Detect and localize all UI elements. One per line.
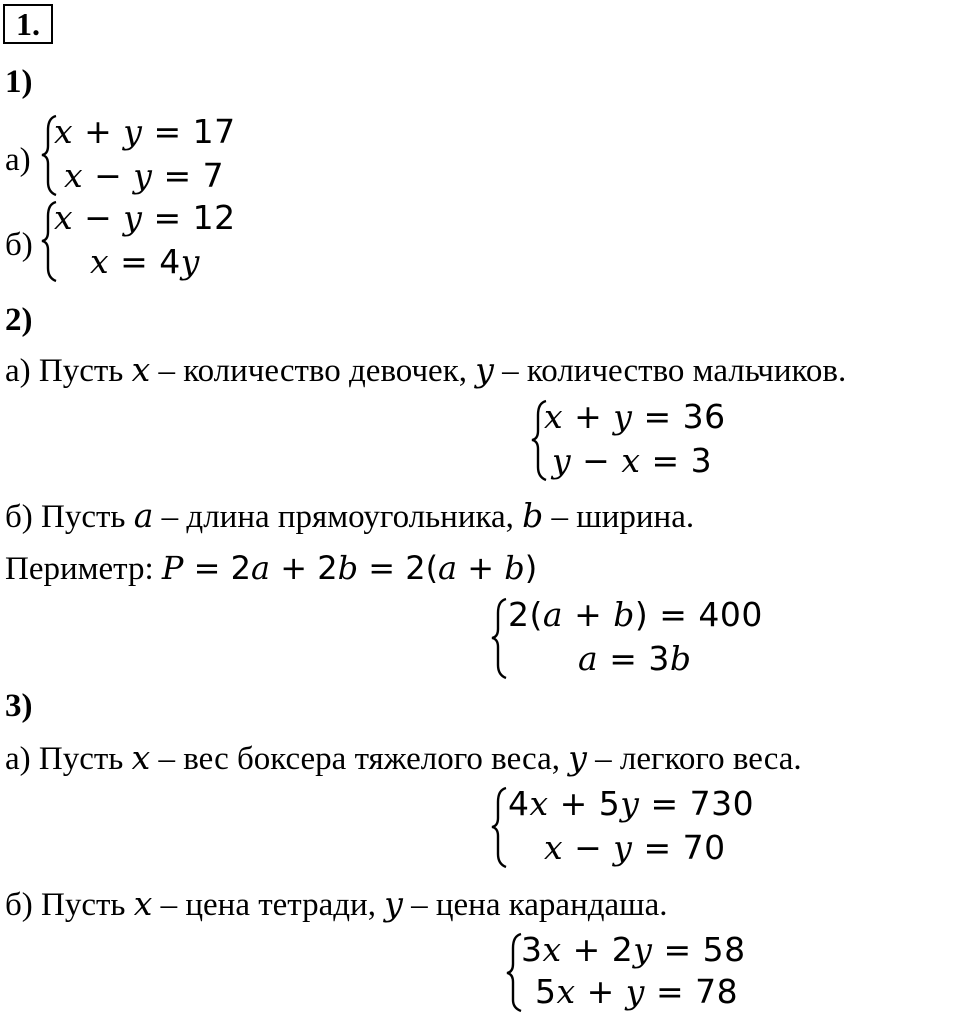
- system-3b: [505, 928, 765, 1016]
- equation-1: x − y = 12: [54, 198, 236, 237]
- brace-icon: [490, 782, 510, 872]
- equation-1: 4x + 5y = 730: [508, 784, 755, 823]
- part-2a-text: а) Пусть x – количество девочек, y – количество мальчиков.: [5, 350, 847, 389]
- equation-1: 2(a + b) = 400: [508, 595, 763, 634]
- part-1-heading: 1): [5, 64, 33, 100]
- equation-2: x = 4y: [90, 242, 200, 281]
- part-1b-label: б): [5, 227, 33, 263]
- equation-1: x + y = 36: [544, 397, 726, 436]
- system-1b: [40, 196, 260, 286]
- equation-2: 5x + y = 78: [535, 972, 739, 1011]
- system-3a: [490, 782, 770, 872]
- system-2b: [490, 593, 770, 683]
- system-2a: [530, 395, 750, 485]
- perimeter-formula: P = 2a + 2b = 2(a + b): [161, 549, 538, 587]
- equation-2: a = 3b: [578, 639, 692, 678]
- equation-1: x + y = 17: [54, 112, 236, 151]
- brace-icon: [490, 593, 510, 683]
- system-1a: [40, 110, 260, 200]
- part-1a-label: а): [5, 142, 31, 178]
- part-2b-text: б) Пусть a – длина прямоугольника, b – ширина.: [5, 496, 695, 535]
- equation-2: x − y = 70: [544, 828, 726, 867]
- perimeter-line: Периметр: P = 2a + 2b = 2(a + b): [5, 549, 538, 587]
- part-3-heading: 3): [5, 688, 33, 724]
- equation-1: 3x + 2y = 58: [521, 930, 746, 969]
- equation-2: y − x = 3: [552, 441, 713, 480]
- part-3a-text: а) Пусть x – вес боксера тяжелого веса, y – легкого веса.: [5, 738, 802, 777]
- equation-2: x − y = 7: [64, 156, 225, 195]
- problem-number: 1.: [3, 4, 53, 44]
- part-3b-text: б) Пусть x – цена тетради, y – цена карандаша.: [5, 884, 668, 923]
- part-2-heading: 2): [5, 302, 33, 338]
